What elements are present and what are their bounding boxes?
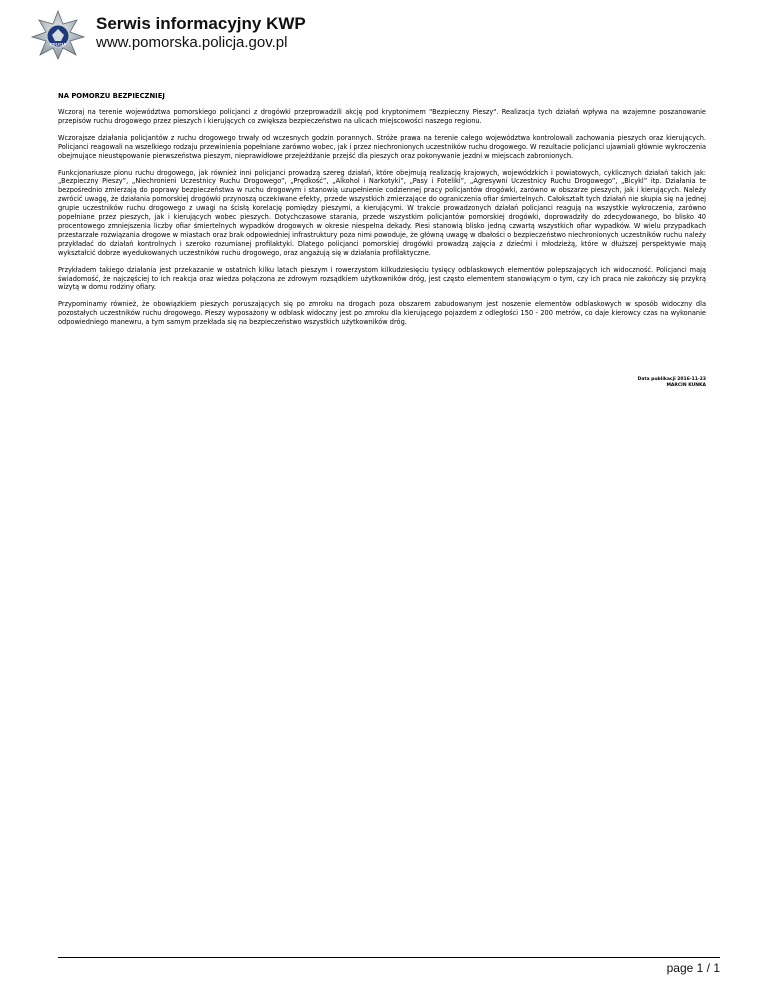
svg-text:POLICJA: POLICJA xyxy=(49,42,67,47)
article-paragraph: Przypominamy również, że obowiązkiem pieszych poruszających się po zmroku na drogach poza obszarem zabudowanym jest noszenie elementów odblaskowych w sposób widoczny dla pozostałych uczestników ruchu drogowego. Pieszy wyposażony w odblask widoczny jest po zmroku dla kierującego pojazdem z odległości 150 - 200 metrów, co daje kierowcy czas na wykonanie odpowiedniego manewru, a tym samym przekłada się na bezpieczeństwo wszystkich użytkowników dróg. xyxy=(58,300,706,327)
police-star-badge-icon xyxy=(30,10,86,60)
footer-divider xyxy=(58,957,720,958)
site-title: Serwis informacyjny KWP xyxy=(96,14,306,33)
article-paragraph: Funkcjonariusze pionu ruchu drogowego, jak również inni policjanci prowadzą szereg działań, które obejmują realizację krajowych, wojewódzkich i powiatowych, cyklicznych działań takich jak: „Bezpieczny Pieszy”, „Niechronieni Uczestnicy Ruchu Drogowego”, „Prędkość”, „Alkohol i Narkotyki”, „Pasy i Foteliki”, „Agresywni Uczestnicy Ruchu Drogowego”, „Bicykl” itp. Działania te bezpośrednio zmierzają do poprawy bezpieczeństwa w ruchu drogowym i stanowią uzupełnienie codziennej pracy policjantów drogówki, zarówno w obszarze pieszych, jak i kierujących. Należy zwrócić uwagę, że działania pomorskiej drogówki przynoszą oczekiwane efekty, przede wszystkich zmierzające do ograniczenia ofiar śmiertelnych. Całokształt tych działań nie skupia się na jednej grupie uczestników ruchu drogowego z uwagi na ścisłą korelację pomiędzy pieszymi, a kierującymi. W trakcie prowadzonych działań policjanci reagują na wszystkie wykroczenia, zarówno popełniane przez pieszych, jak i kierujących wobec pieszych. Dotychczasowe starania, przede wszystkim policjantów pomorskiej drogówki, doprowadziły do zdecydowanego, bo blisko 40 procentowego zmniejszenia liczby ofiar śmiertelnych wypadków drogowych w okresie niespełna dekady. Piesi stanowią blisko jedną czwartą wszystkich ofiar wypadków. W wielu przypadkach przestarzałe rozwiązania drogowe w miastach oraz brak odpowiedniej infrastruktury poza nimi powoduje, że główną uwagę w dbałości o bezpieczeństwo niechronionych uczestników ruchu należy przykładać do działań kontrolnych i szeroko rozumianej profilaktyki. Dlatego policjanci pomorskiej drogówki prowadzą zajęcia z dziećmi i młodzieżą, które w dłuższej perspektywie mają wykształcić dobrze wyedukowanych uczestników ruchu drogowego, oraz angażują się w działania profilaktyczne. xyxy=(58,168,706,257)
page-header xyxy=(30,10,730,60)
page-number: page 1 / 1 xyxy=(666,961,720,975)
author-name: MARCIN KUNKA xyxy=(666,383,706,388)
site-url[interactable]: www.pomorska.policja.gov.pl xyxy=(96,34,288,51)
article-title: NA POMORZU BEZPIECZNIEJ xyxy=(58,92,165,100)
article-paragraph: Wczoraj na terenie województwa pomorskiego policjanci z drogówki przeprowadzili akcję pod kryptonimem "Bezpieczny Pieszy". Realizacja tych działań wpływa na wzajemne poszanowanie przepisów ruchu drogowego przez pieszych i kierujących co zwiększa bezpieczeństwo na ulicach miejscowości naszego regionu. xyxy=(58,108,706,125)
publication-meta xyxy=(638,377,706,389)
article-body xyxy=(58,92,706,335)
article-paragraph: Przykładem takiego działania jest przekazanie w ostatnich kilku latach pieszym i rowerzystom kilkudziesięciu tysięcy odblaskowych elementów polepszających ich widoczność. Policjanci mają świadomość, że najczęściej to ich reakcja oraz wiedza połączona ze zdrowym rozsądkiem użytkowników dróg, jest często elementem stanowiącym o tym, czy ich praca nie zakończy się przykrą wizytą w domu rodziny ofiary. xyxy=(58,265,706,292)
publication-date: Data publikacji 2016-11-23 xyxy=(637,377,706,382)
article-paragraph: Wczorajsze działania policjantów z ruchu drogowego trwały od wczesnych godzin porannych. Stróże prawa na terenie całego województwa kontrolowali zachowania pieszych oraz kierujących. Policjanci reagowali na wszelkiego rodzaju przewinienia popełniane zarówno wobec, jak i przez niechronionych uczestników ruchu drogowego. W rezultacie policjanci ujawniali głównie wykroczenia obejmujące nieustępowanie pierwszeństwa pieszym, nieprawidłowe przejeżdżanie przejść dla pieszych oraz pokonywanie jezdni w miejscach zabronionych. xyxy=(58,133,706,160)
